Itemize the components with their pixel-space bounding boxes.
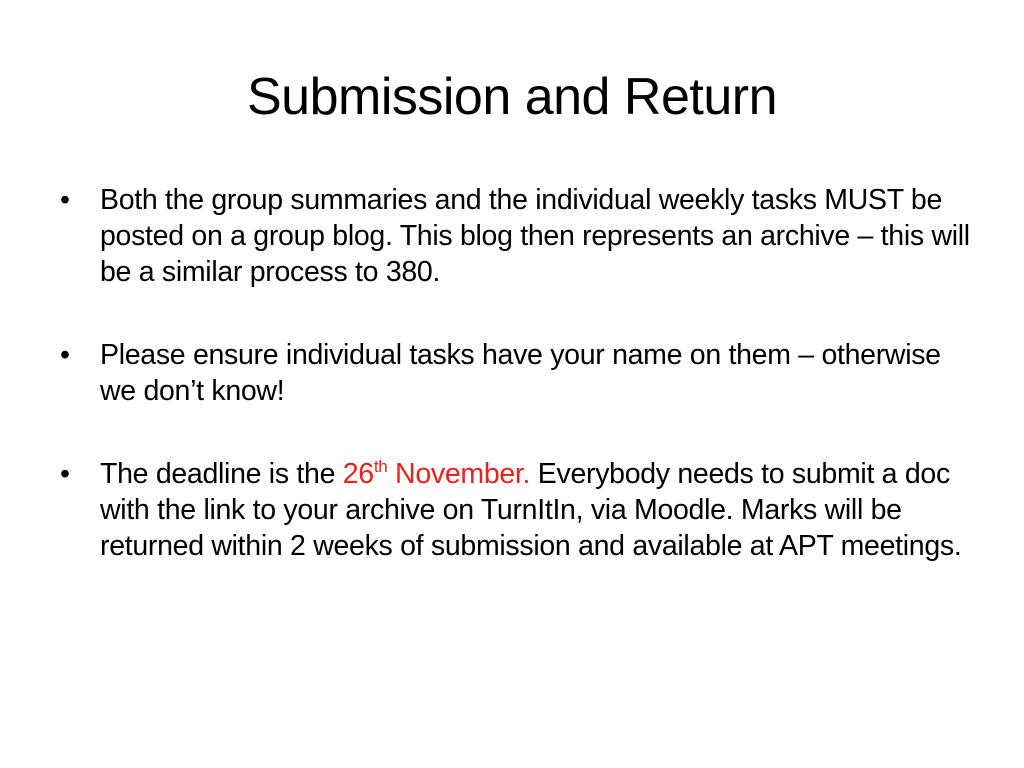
bullet-marker: • — [60, 339, 70, 371]
slide-title: Submission and Return — [246, 68, 777, 126]
bullet-item-deadline — [56, 456, 976, 564]
bullet-text: Please ensure individual tasks have your name on them – otherwise we don’t know! — [100, 339, 941, 407]
bullet-marker: • — [60, 184, 70, 216]
bullet-text-after: Everybody needs to submit a doc with the link to your archive on TurnItIn, via Moodle. Marks will be returned within 2 weeks of submission and available at APT meetings. — [100, 458, 962, 562]
bullet-list — [56, 182, 976, 564]
bullet-marker: • — [60, 458, 70, 490]
bullet-item-blog — [56, 182, 976, 290]
bullet-item-name — [56, 337, 976, 409]
deadline-day-suffix: th — [373, 457, 388, 476]
deadline-month: November. — [387, 458, 531, 490]
bullet-text: Both the group summaries and the individual weekly tasks MUST be posted on a group blog. This blog then represents an archive – this will be a similar process to 380. — [100, 184, 970, 288]
deadline-day: 26 — [342, 458, 374, 490]
deadline-date — [343, 458, 530, 490]
bullet-text-before: The deadline is the — [100, 458, 343, 490]
